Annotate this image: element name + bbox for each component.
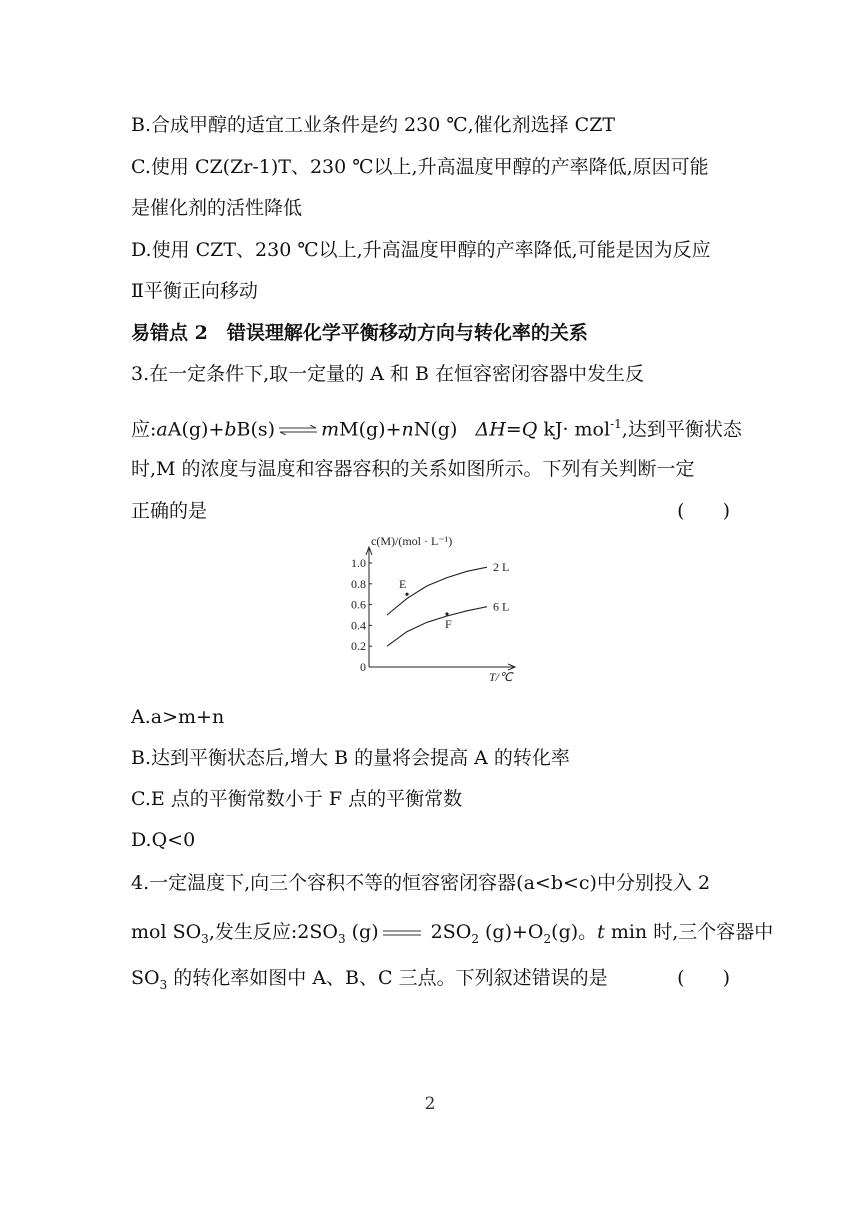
q3-answer-paren: ( ) [677,500,730,522]
y-axis-label: c(M)/(mol · L⁻¹) [371,535,453,548]
section-heading: 易错点 2 错误理解化学平衡移动方向与转化率的关系 [131,322,588,344]
q3-stem-line1: 3.在一定条件下,取一定量的 A 和 B 在恒容密闭容器中发生反 [131,363,645,385]
x-axis-label: T/℃ [489,670,513,684]
q2-option-d-line1: D.使用 CZT、230 ℃以上,升高温度甲醇的产率降低,可能是因为反应 [131,239,711,261]
q3-option-b: B.达到平衡状态后,增大 B 的量将会提高 A 的转化率 [131,747,570,769]
page-number: 2 [424,1094,436,1114]
y-tick-label: 0.2 [351,639,366,654]
y-tick-label: 0.8 [351,576,366,591]
series-label: 6 L [493,599,510,614]
series-line-6L [387,607,487,647]
point-E [405,593,408,596]
y-tick-label: 1.0 [351,556,366,570]
concentration-temperature-chart [340,535,530,685]
point-label: E [399,577,407,592]
y-tick-label: 0 [360,660,366,674]
point-F [445,612,448,615]
q2-option-c-line1: C.使用 CZ(Zr-1)T、230 ℃以上,升高温度甲醇的产率降低,原因可能 [131,156,709,178]
q3-stem-line3: 时,M 的浓度与温度和容器容积的关系如图所示。下列有关判断一定 [131,458,695,480]
q2-option-b: B.合成甲醇的适宜工业条件是约 230 ℃,催化剂选择 CZT [131,114,616,136]
q3-option-d: D.Q<0 [131,829,196,851]
point-label: F [445,616,452,631]
y-tick-label: 0.6 [351,597,366,612]
q3-option-c: C.E 点的平衡常数小于 F 点的平衡常数 [131,788,463,810]
q4-stem-line2: mol $SO_3$,发生反应$:2SO_3$ (g) $2SO_2$ $(g)+O_2(g)$。t min 时,三个容器中 [131,921,774,946]
q3-stem-line4: 正确的是 [131,500,208,522]
q2-option-d-line2: Ⅱ平衡正向移动 [131,280,258,302]
q4-stem-line1: 4.一定温度下,向三个容积不等的恒容密闭容器(a<b<c)中分别投入 2 [131,872,711,894]
q2-option-c-line2: 是催化剂的活性降低 [131,197,303,219]
series-label: 2 L [493,560,510,575]
q4-stem-line3: $SO_3$ 的转化率如图中 A、B、C 三点。下列叙述错误的是 [131,967,608,992]
q3-stem-line2: 应:aA(g)+bB(s) mM(g)+nN(g) ΔH=Q kJ· mol$^{-1}$,达到平衡状态 [131,417,742,441]
y-tick-label: 0.4 [351,618,366,633]
equilibrium-arrow-icon [278,425,318,435]
q3-option-a: A.a>m+n [131,706,225,728]
q4-answer-paren: ( ) [677,967,730,989]
equilibrium-double-line-icon [382,928,422,938]
